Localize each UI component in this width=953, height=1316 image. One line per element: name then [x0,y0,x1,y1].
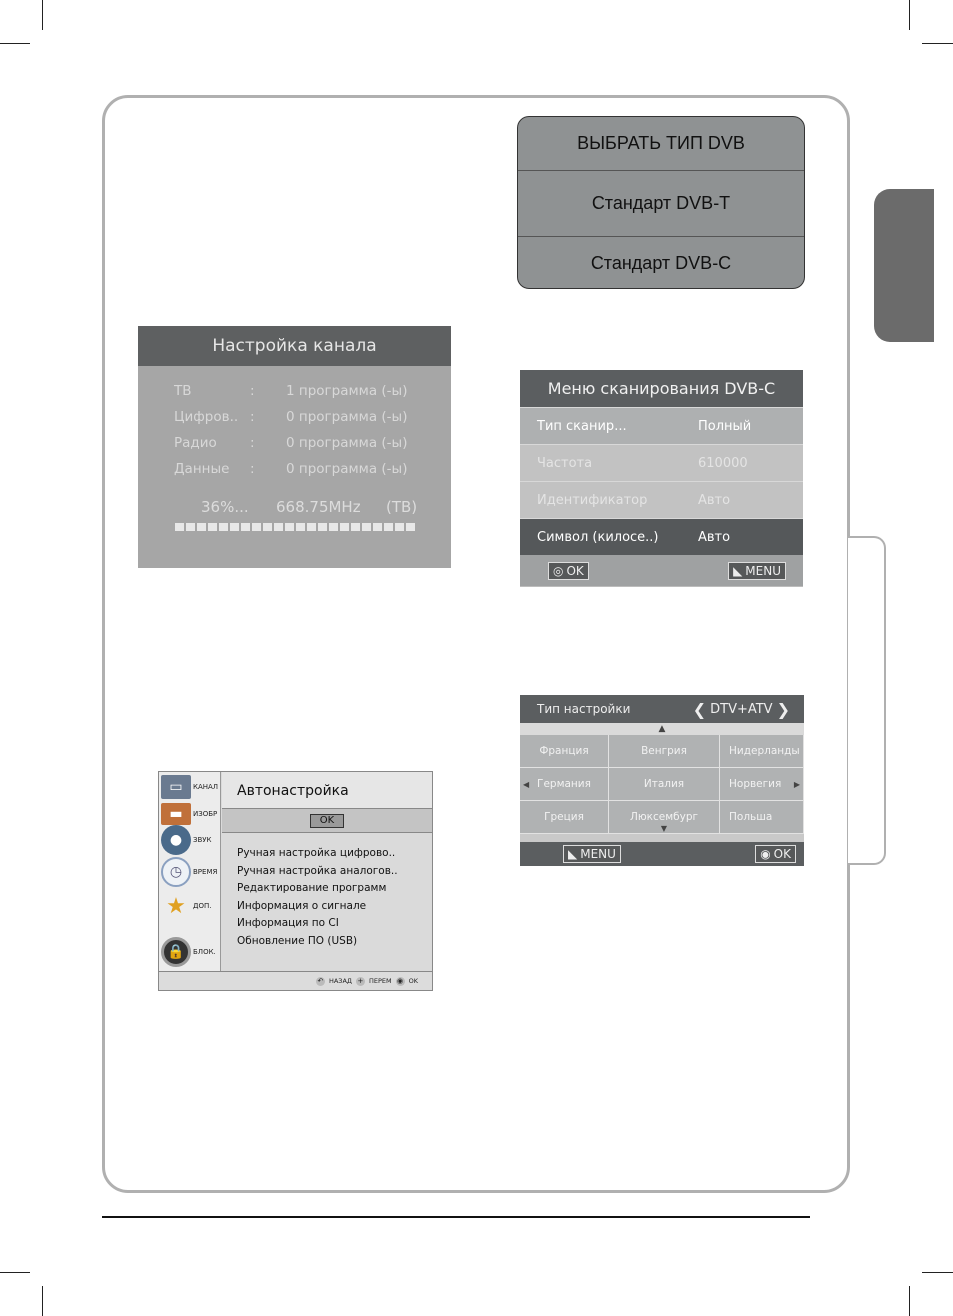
menu-item-usb-update[interactable]: Обновление ПО (USB) [237,934,358,947]
sidebar-item-channel[interactable] [161,775,218,799]
tuning-type-header [520,695,804,723]
sidebar-item-lock[interactable] [161,937,216,967]
progress-segment [373,523,382,531]
dvbc-scan-menu [520,370,803,587]
crop-mark [0,1272,30,1273]
tv-icon: ▭ [161,775,191,799]
country-cell-germany[interactable] [520,768,609,801]
move-icon[interactable]: + [357,976,364,985]
scan-row-value: Авто [698,492,731,508]
menu-label: MENU [580,847,616,861]
progress-segment [395,523,404,531]
sidebar-item-time[interactable] [161,857,217,887]
progress-bar [175,523,415,531]
scan-row-value: 610000 [698,455,748,471]
auto-tuning-menu [158,771,433,991]
move-label: ПЕРЕМ [368,977,392,985]
scan-row-label: Частота [537,455,593,471]
tuning-row-sep: : [250,383,255,399]
scan-row-label: Идентификатор [537,492,648,508]
menu-key-icon: ◣ [733,563,743,578]
network-id-row [520,481,803,518]
crop-mark [0,43,30,44]
scroll-down-icon[interactable]: ▼ [660,824,668,833]
progress-segment [351,523,360,531]
progress-segment [296,523,305,531]
country-cell[interactable]: Греция [520,801,609,834]
sidebar-label: БЛОК. [193,948,216,956]
dvbc-scan-title: Меню сканирования DVB-C [520,370,803,407]
frequency-row [520,444,803,481]
ok-button[interactable] [755,845,796,863]
scan-row-label: Символ (килосе..) [537,529,659,545]
menu-key-icon: ◣ [568,847,578,861]
menu-label: MENU [745,563,781,578]
back-label: НАЗАД [328,977,352,985]
menu-button[interactable] [563,845,621,863]
chevron-right-icon[interactable]: ❯ [776,699,790,719]
tuning-row-value: 0 программа (-ы) [286,409,408,425]
crop-mark [922,1272,953,1273]
progress-percent: 36%... [201,498,249,516]
progress-segment [329,523,338,531]
tuning-type-title: Тип настройки [537,702,631,716]
ok-label: OK [773,847,791,861]
scan-row-value: Полный [698,418,752,434]
tuning-row-tv [174,378,451,404]
country-cell-luxembourg[interactable] [609,801,720,834]
progress-segment [208,523,217,531]
menu-item-edit-programs[interactable]: Редактирование программ [237,882,387,894]
scan-type-row[interactable] [520,407,803,444]
tuning-row-sep: : [250,461,255,477]
scan-row-value: Авто [698,529,731,545]
menu-item-manual-analog[interactable]: Ручная настройка аналогов.. [237,864,398,877]
sidebar-label: ЗВУК [193,836,212,844]
country-cell-norway[interactable] [720,768,804,801]
progress-segment [219,523,228,531]
tuning-row-radio [174,430,451,456]
country-label: Германия [537,778,591,790]
tuning-row-label: Цифров.. [174,409,239,425]
footer-rule [102,1216,810,1218]
menu-item-ci-info[interactable]: Информация по CI [237,917,339,929]
dvb-type-title: ВЫБРАТЬ ТИП DVB [577,133,745,153]
country-cell[interactable]: Польша [720,801,804,834]
crop-mark [909,1286,910,1316]
menu-button[interactable] [728,562,786,580]
country-cell[interactable]: Венгрия [609,735,720,768]
sidebar-item-sound[interactable] [161,825,212,855]
auto-tuning-items [237,847,398,952]
star-wand-icon: ★ [166,893,186,919]
tuning-row-sep: : [250,435,255,451]
tuning-row-label: Радио [174,435,217,451]
country-grid [520,735,804,834]
tuning-type-value: DTV+ATV [710,701,773,717]
country-label: Люксембург [629,811,699,823]
crop-mark [42,1286,43,1316]
progress-segment [340,523,349,531]
triangle-right-icon[interactable]: ▶ [793,779,800,789]
scan-row-label: Тип сканир... [537,418,627,434]
menu-item-manual-digital[interactable]: Ручная настройка цифрово.. [237,847,396,859]
progress-segment [230,523,239,531]
tuning-band: (ТВ) [386,498,418,516]
sidebar-item-extra[interactable] [161,891,211,921]
ok-icon[interactable]: ◉ [397,976,404,985]
tuning-row-digital [174,404,451,430]
progress-segment [406,523,415,531]
tuning-row-value: 0 программа (-ы) [286,435,408,451]
triangle-left-icon[interactable]: ◀ [523,779,530,789]
tuning-row-value: 1 программа (-ы) [286,383,408,399]
dvb-type-menu [517,116,805,289]
crop-mark [909,0,910,30]
country-select-menu [520,695,804,862]
crop-mark [922,43,953,44]
auto-tuning-ok-row [222,809,432,833]
sidebar-item-picture[interactable] [161,803,217,825]
progress-segment [263,523,272,531]
tuning-row-data [174,456,451,482]
scroll-up-icon[interactable]: ▲ [520,723,804,735]
progress-segment [186,523,195,531]
sidebar-label: ВРЕМЯ [193,868,218,876]
clock-icon: ◷ [161,857,191,887]
ok-circle-icon: ◎ [553,563,564,578]
menu-item-signal-info[interactable]: Информация о сигнале [237,899,367,912]
progress-segment [362,523,371,531]
dvb-option-t[interactable]: Стандарт DVB-T [518,170,804,236]
symbol-rate-row[interactable] [520,518,803,555]
crop-mark [42,0,43,30]
speaker-icon: ● [161,825,191,855]
progress-segment [175,523,184,531]
progress-segment [285,523,294,531]
dvb-option-c[interactable]: Стандарт DVB-C [518,236,804,289]
tuning-type-selector[interactable] [693,700,790,719]
ok-label: OK [408,977,418,985]
sidebar-label: ИЗОБР [193,810,218,818]
tuning-row-value: 0 программа (-ы) [286,461,408,477]
settings-sidebar [159,772,221,972]
section-tab [874,189,934,342]
tuning-row-label: Данные [174,461,230,477]
progress-segment [241,523,250,531]
dvbc-scan-footer [520,555,803,586]
lock-icon: 🔒 [161,937,191,967]
country-label: Норвегия [729,778,782,790]
progress-segment [307,523,316,531]
sidebar-label: ДОП. [193,902,212,910]
picture-icon: ▬ [161,803,191,825]
progress-segment [274,523,283,531]
progress-segment [384,523,393,531]
progress-segment [197,523,206,531]
ok-button[interactable] [548,562,589,580]
chevron-left-icon[interactable]: ❮ [692,699,707,719]
tuning-row-sep: : [250,409,255,425]
channel-tuning-title: Настройка канала [138,326,451,366]
sidebar-label: КАНАЛ [193,783,219,791]
ok-label: OK [566,563,584,578]
back-icon[interactable]: ↶ [317,976,324,985]
country-cell[interactable]: Франция [520,735,609,768]
tuning-row-label: ТВ [174,383,192,399]
auto-tuning-footer [159,971,432,990]
country-footer [520,842,804,866]
channel-tuning-panel [138,326,451,568]
tuning-frequency: 668.75MHz [276,498,361,516]
auto-tuning-title: Автонастройка [222,772,432,809]
side-tab [848,536,886,865]
ok-button[interactable]: OK [310,814,344,828]
progress-segment [252,523,261,531]
country-cell[interactable]: Италия [609,768,720,801]
ok-circle-icon: ◉ [760,847,771,861]
progress-segment [318,523,327,531]
tuning-status [201,498,417,516]
country-cell[interactable]: Нидерланды [720,735,804,768]
